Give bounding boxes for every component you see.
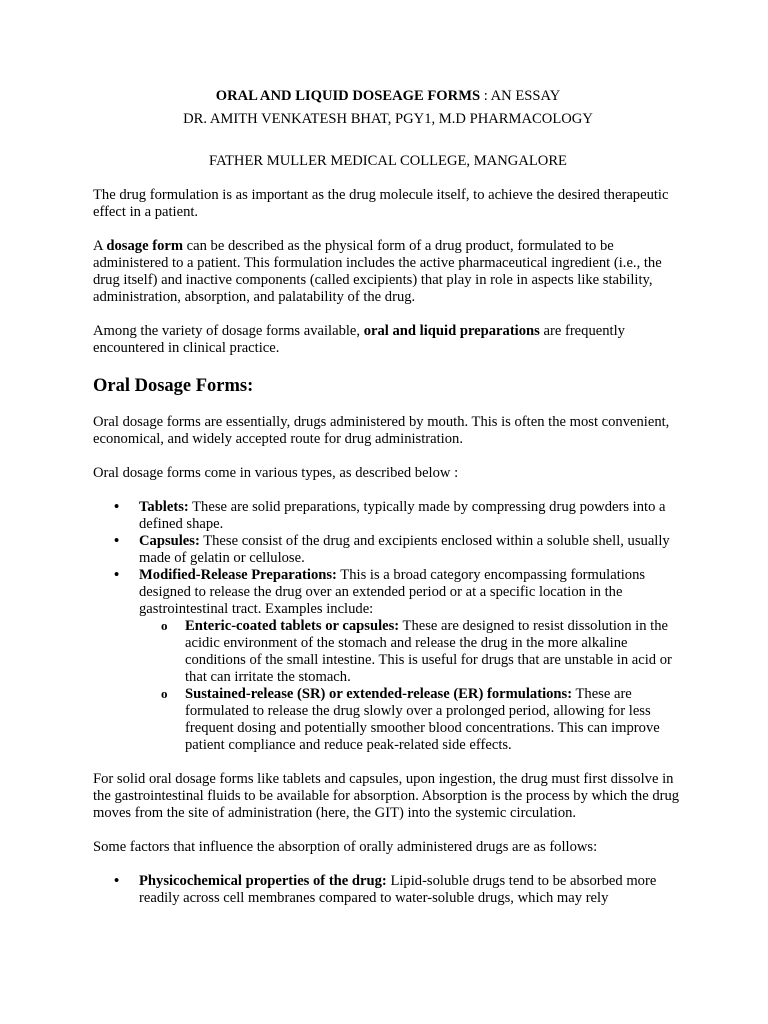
- oral-paragraph-4: Some factors that influence the absorption of orally administered drugs are as follows:: [93, 839, 598, 855]
- oral-paragraph-2: Oral dosage forms come in various types, as described below :: [93, 465, 459, 481]
- essay-title: [93, 88, 683, 105]
- intro-paragraph-2: [93, 238, 683, 306]
- title-bold: ORAL AND LIQUID DOSEAGE FORMS: [215, 88, 481, 104]
- list-item-term: Modified-Release Preparations:: [139, 567, 337, 583]
- absorption-factor-list: [93, 873, 683, 907]
- dosage-form-list: [93, 499, 683, 754]
- list-item-text: Lipid-soluble drugs tend to be absorbed more readily across cell membranes compared to water-soluble drugs, which may rely: [139, 873, 657, 906]
- circle-bullet-icon: o: [161, 686, 168, 701]
- bullet-icon: •: [114, 499, 120, 515]
- bullet-icon: •: [114, 567, 120, 583]
- sublist-item-sustained-release: [139, 686, 683, 754]
- sublist-item-enteric-coated: [139, 618, 683, 686]
- intro-paragraph-1: The drug formulation is as important as the drug molecule itself, to achieve the desired therapeutic effect in a patient.: [93, 187, 669, 220]
- author-line: DR. AMITH VENKATESH BHAT, PGY1, M.D PHARMACOLOGY: [183, 111, 593, 127]
- intro-p3-lead: Among the variety of dosage forms available,: [93, 323, 364, 339]
- list-item-physicochemical: [93, 873, 683, 907]
- oral-paragraph-3: For solid oral dosage forms like tablets and capsules, upon ingestion, the drug must first dissolve in the gastrointestinal fluids to be available for absorption. Absorption is the process by which the drug moves from the site of administration (here, the GIT) into the systemic circulation.: [93, 771, 680, 821]
- list-item-term: Tablets:: [139, 499, 189, 515]
- intro-p2-body: can be described as the physical form of a drug product, formulated to be administered to a patient. This formulation includes the active pharmaceutical ingredient (i.e., the drug itself) and inactive components (called excipients) that play in role in aspects like stability, administration, absorption, and palatability of the drug.: [93, 238, 662, 305]
- institution-line: FATHER MULLER MEDICAL COLLEGE, MANGALORE: [209, 153, 567, 169]
- sublist-item-text: These are designed to resist dissolution in the acidic environment of the stomach and release the drug in the more alkaline conditions of the small intestine. This is useful for drugs that are unstable in acid or that can irritate the stomach.: [185, 618, 672, 685]
- modified-release-sublist: [139, 618, 683, 754]
- list-item-term: Physicochemical properties of the drug:: [139, 873, 387, 889]
- intro-paragraph-3: [93, 323, 683, 357]
- list-item-tablets: [93, 499, 683, 533]
- list-item-text: These are solid preparations, typically made by compressing drug powders into a defined shape.: [139, 499, 666, 532]
- list-item-term: Capsules:: [139, 533, 200, 549]
- oral-paragraph-1: Oral dosage forms are essentially, drugs administered by mouth. This is often the most convenient, economical, and widely accepted route for drug administration.: [93, 414, 670, 447]
- sublist-item-term: Enteric-coated tablets or capsules:: [185, 618, 400, 634]
- list-item-text: This is a broad category encompassing formulations designed to release the drug over an extended period or at a specific location in the gastrointestinal tract. Examples include:: [139, 567, 646, 617]
- sublist-item-text: These are formulated to release the drug slowly over a prolonged period, allowing for less frequent dosing and potentially smoother blood concentrations. This can improve patient compliance and reduce peak-related side effects.: [185, 686, 660, 753]
- intro-p2-lead: A: [93, 238, 107, 254]
- section-heading-oral: Oral Dosage Forms:: [93, 376, 254, 396]
- list-item-text: These consist of the drug and excipients enclosed within a soluble shell, usually made of gelatin or cellulose.: [139, 533, 670, 566]
- intro-p3-body: are frequently encountered in clinical practice.: [93, 323, 625, 356]
- intro-p2-bold: dosage form: [106, 238, 183, 254]
- list-item-capsules: [93, 533, 683, 567]
- bullet-icon: •: [114, 533, 120, 549]
- circle-bullet-icon: o: [161, 618, 168, 633]
- title-suffix: : AN ESSAY: [480, 88, 561, 104]
- intro-p3-bold: oral and liquid preparations: [363, 323, 540, 339]
- document-body: [93, 88, 683, 907]
- bullet-icon: •: [114, 873, 120, 889]
- sublist-item-term: Sustained-release (SR) or extended-release (ER) formulations:: [185, 686, 573, 702]
- list-item-modified-release: [93, 567, 683, 754]
